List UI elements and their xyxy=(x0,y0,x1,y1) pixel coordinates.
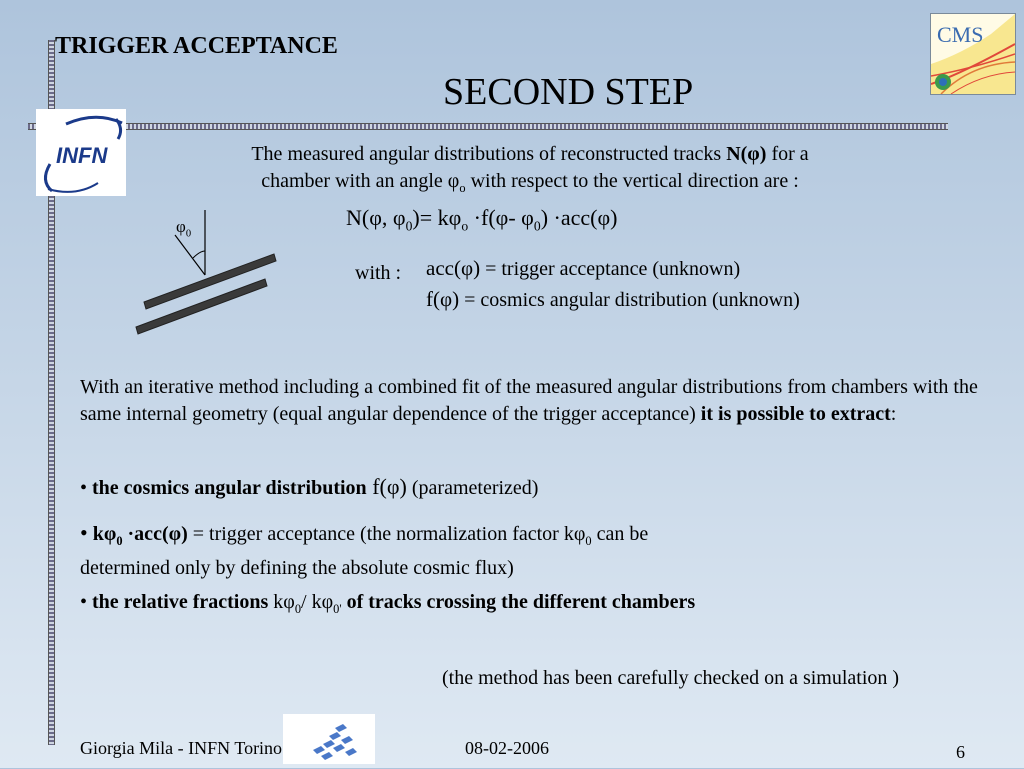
para-text: With an iterative method including a combined fit of the measured angular distributions from chambers with the same internal geometry (equal angular dependence of the trigger acceptance) xyxy=(80,376,978,425)
intro-line1-end: for a xyxy=(766,143,809,165)
intro-text xyxy=(160,141,900,202)
definition-f xyxy=(426,287,800,312)
formula-part2: )= kφ xyxy=(412,205,462,230)
footer-date: 08-02-2006 xyxy=(465,738,549,758)
def-f-text: = cosmics angular distribution (unknown) xyxy=(459,289,800,311)
page-number: 6 xyxy=(956,742,965,762)
formula-sub2: o xyxy=(461,218,469,234)
slide-subtitle: SECOND STEP xyxy=(443,71,694,113)
main-formula xyxy=(346,205,617,234)
intro-n-phi: N(φ) xyxy=(726,143,767,165)
intro-line2-text: chamber with an angle φ xyxy=(261,170,460,192)
bullet1-bold: the cosmics angular distribution xyxy=(92,477,367,499)
cms-logo xyxy=(930,13,1016,95)
bullet3-k2: / kφ xyxy=(301,591,334,613)
diagram-phi: φ xyxy=(176,217,186,236)
def-acc-text: = trigger acceptance (unknown) xyxy=(480,258,741,280)
bullet1-f: f(φ) xyxy=(366,474,407,499)
angle-arc xyxy=(193,251,205,258)
bullet2-k: kφ xyxy=(92,523,117,545)
infn-logo-text: INFN xyxy=(56,143,108,168)
bullet-item-1 xyxy=(80,473,1000,502)
slide-title: TRIGGER ACCEPTANCE xyxy=(55,33,338,59)
intro-line1-text: The measured angular distributions of reconstructed tracks xyxy=(251,143,727,165)
bullet-item-3 xyxy=(80,589,1000,623)
bullet3-k1: kφ xyxy=(268,591,295,613)
formula-part3: ·f(φ- φ xyxy=(468,205,534,230)
para-colon: : xyxy=(890,403,897,425)
formula-sub3: 0 xyxy=(533,218,541,234)
diagram-phi-label xyxy=(176,217,191,239)
formula-sub1: 0 xyxy=(405,218,413,234)
bullet3-sub1: 0 xyxy=(294,602,302,616)
bullet3-bold: the relative fractions xyxy=(92,591,269,613)
method-paragraph xyxy=(80,374,1000,428)
bullet-dot: • xyxy=(80,591,88,613)
simulation-note: (the method has been carefully checked on a simulation ) xyxy=(442,667,900,689)
bullet1-rest: (parameterized) xyxy=(406,477,539,499)
cms-logo-text: CMS xyxy=(937,22,984,47)
bullet-dot: • xyxy=(80,477,88,499)
bullet2-line2: determined only by defining the absolute cosmic flux) xyxy=(80,557,514,579)
bullet2-sub: 0 xyxy=(116,534,123,548)
formula-part1: N(φ, φ xyxy=(346,205,406,230)
bullet2-acc: ·acc(φ) xyxy=(122,523,188,545)
grid-logo xyxy=(283,714,375,764)
bullet-dot: • xyxy=(80,520,88,545)
infn-logo xyxy=(36,109,126,196)
formula-part4: ) ·acc(φ) xyxy=(540,205,618,230)
chamber-diagram xyxy=(130,205,280,345)
bullet3-end: of tracks crossing the different chambers xyxy=(341,591,696,613)
bullet3-sub2: 0' xyxy=(333,602,342,616)
intro-line2-end: with respect to the vertical direction are : xyxy=(465,170,799,192)
intro-line2-sub: o xyxy=(459,181,466,195)
definition-acc xyxy=(426,256,740,281)
def-f-term: f(φ) xyxy=(426,287,460,311)
para-bold: it is possible to extract xyxy=(700,403,891,425)
footer-author: Giorgia Mila - INFN Torino xyxy=(80,738,283,758)
diagram-phi-sub: 0 xyxy=(185,228,192,240)
horizontal-rule xyxy=(28,123,948,130)
normal-line xyxy=(175,235,205,275)
bullet2-text: = trigger acceptance (the normalization factor kφ xyxy=(187,523,586,545)
def-acc-term: acc(φ) xyxy=(426,256,481,280)
bullet-item-2 xyxy=(80,519,1000,582)
bullet2-end: can be xyxy=(591,523,649,545)
bullet2-sub2: 0 xyxy=(585,534,592,548)
with-label: with : xyxy=(355,262,402,284)
